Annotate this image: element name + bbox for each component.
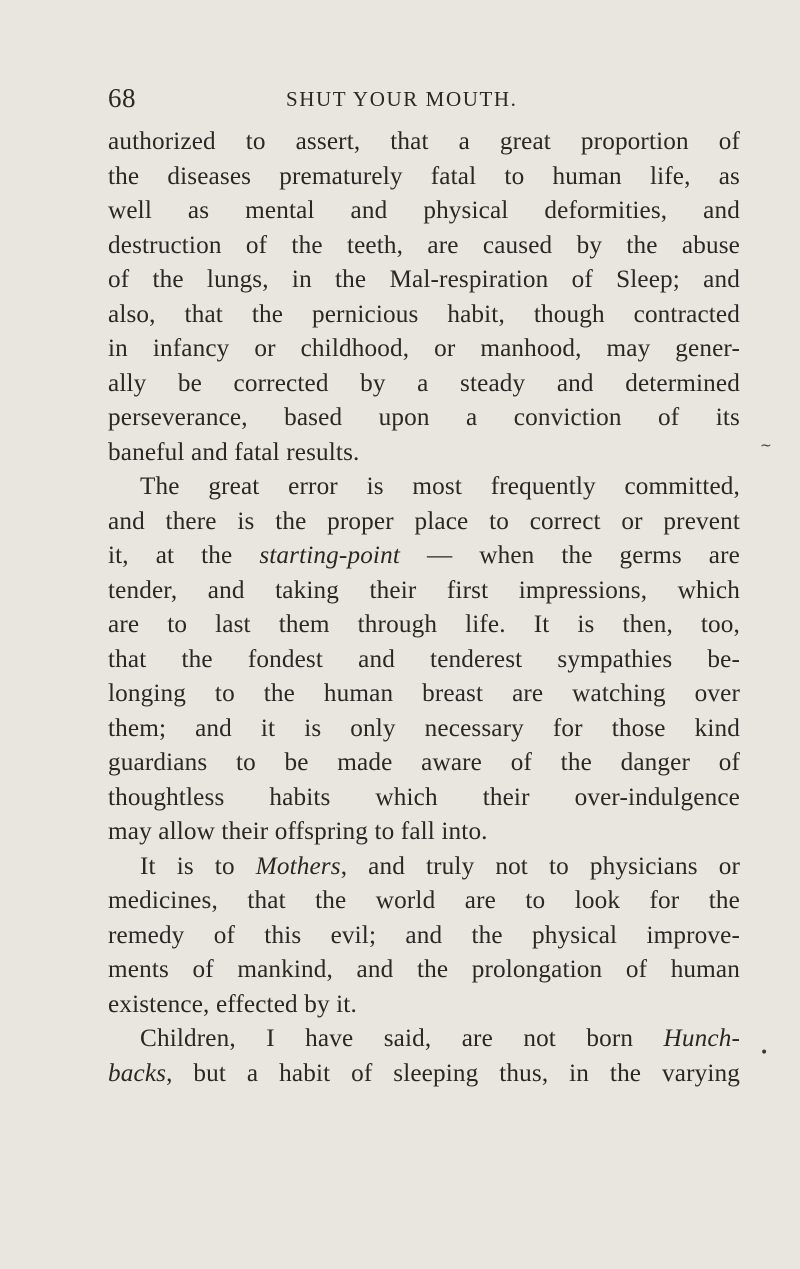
text-line: and there is the proper place to correct or prevent [108, 507, 740, 535]
text-line: The great error is most frequently committed, [140, 473, 740, 500]
text-line: guardians to be made aware of the danger of [108, 749, 740, 776]
text-line [108, 1022, 740, 1057]
text-line: that the fondest and tenderest sympathies be- [108, 645, 740, 673]
text-line: may allow their offspring to fall into. [108, 818, 488, 845]
italic-phrase: Hunch- [663, 1025, 740, 1052]
text-line: also, that the pernicious habit, though contracted [108, 300, 740, 328]
text-line: baneful and fatal results. [108, 438, 360, 466]
body-text [108, 125, 740, 1091]
margin-mark: ~ [760, 438, 772, 454]
text-line: ments of mankind, and the prolongation of human [108, 956, 740, 983]
page-number: 68 [108, 83, 136, 113]
text-line: thoughtless habits which their over-indulgence [108, 783, 740, 811]
text-line: the diseases prematurely fatal to human life, as [108, 162, 740, 190]
text-line: perseverance, based upon a conviction of its [108, 404, 740, 431]
text-line [108, 539, 740, 574]
text-line: are to last them through life. It is then, too, [108, 611, 740, 638]
text-line: of the lungs, in the Mal-respiration of Sleep; and [108, 266, 740, 293]
text-line [108, 1057, 740, 1092]
text-line: medicines, that the world are to look for the [108, 887, 740, 914]
text-line: remedy of this evil; and the physical improve- [108, 921, 740, 949]
text-line: destruction of the teeth, are caused by the abuse [108, 231, 740, 259]
text-line: them; and it is only necessary for those kind [108, 714, 740, 742]
text-run: Children, I have said, are not born [140, 1025, 664, 1052]
margin-mark: • [760, 1045, 769, 1061]
text-run: , but a habit of sleeping thus, in the varying [166, 1059, 740, 1087]
text-run: it, at the [108, 542, 260, 569]
running-head: SHUT YOUR MOUTH. [286, 87, 518, 111]
text-line: ally be corrected by a steady and determined [108, 369, 740, 397]
italic-phrase: Mothers [255, 852, 341, 880]
text-line: longing to the human breast are watching over [108, 680, 740, 707]
text-line: well as mental and physical deformities, and [108, 197, 740, 224]
page-header [108, 83, 748, 119]
text-run: — when the germs are [399, 542, 740, 569]
italic-phrase: starting-point [259, 542, 400, 569]
text-line: in infancy or childhood, or manhood, may gener- [108, 335, 740, 362]
text-line: existence, effected by it. [108, 990, 357, 1018]
text-run: It is to [140, 852, 256, 880]
text-line [108, 850, 740, 885]
text-line: tender, and taking their first impressions, which [108, 576, 740, 604]
text-run: , and truly not to physicians or [340, 852, 740, 880]
italic-phrase: backs [108, 1059, 167, 1087]
text-line: authorized to assert, that a great proportion of [108, 128, 740, 155]
